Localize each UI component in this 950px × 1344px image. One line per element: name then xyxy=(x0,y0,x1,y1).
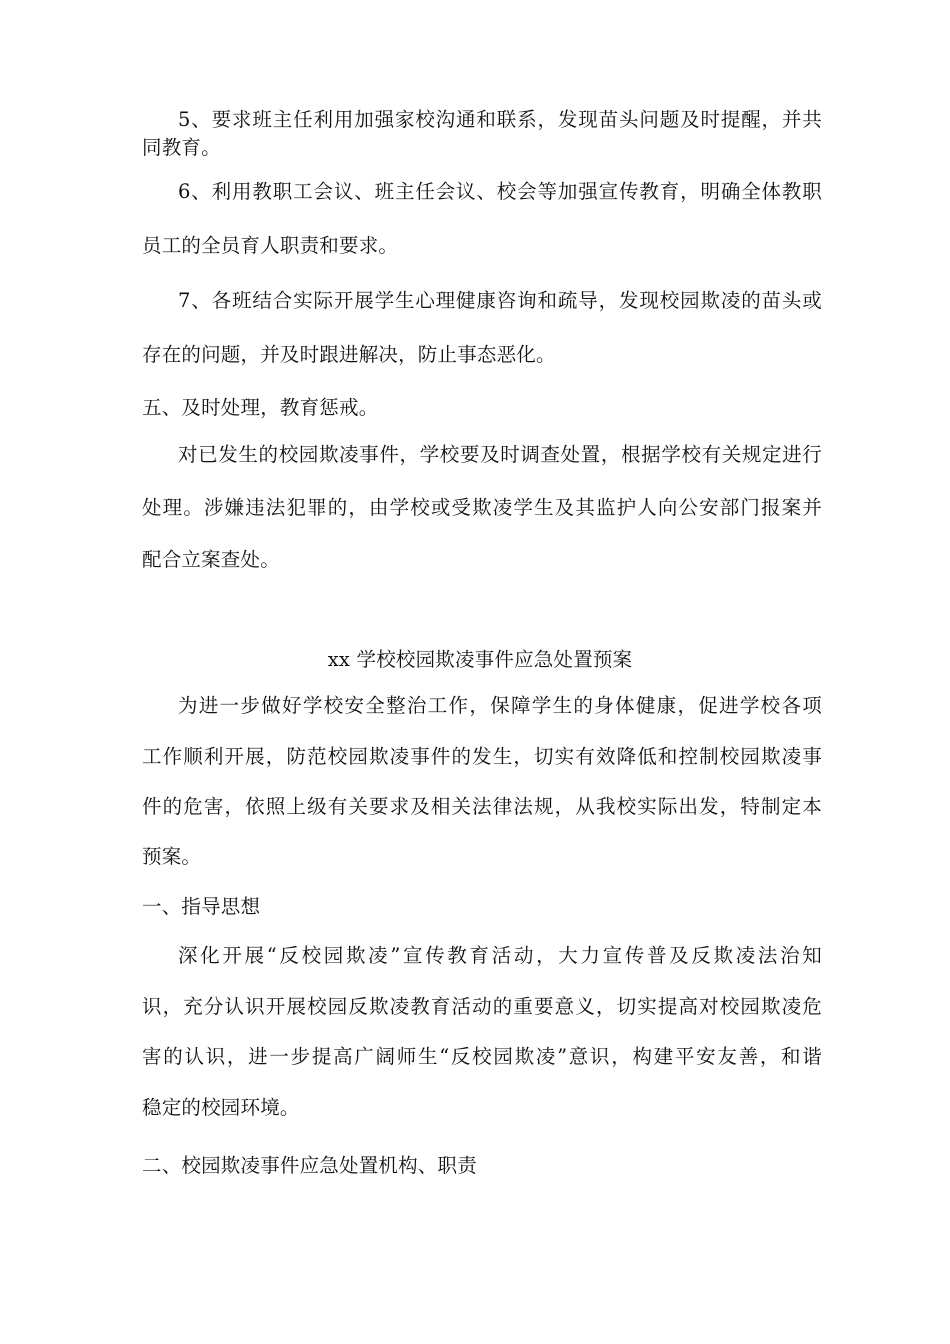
handling-para-line3: 配合立案查处。 xyxy=(142,548,280,571)
item6-line1: 6、利用教职工会议、班主任会议、校会等加强宣传教育，明确全体教职 xyxy=(178,180,822,203)
guide-line1: 深化开展“反校园欺凌”宣传教育活动，大力宣传普及反欺凌法治知 xyxy=(178,944,822,967)
handling-para-line2: 处理。涉嫌违法犯罪的，由学校或受欺凌学生及其监护人向公安部门报案并 xyxy=(142,496,822,519)
handling-para-line1: 对已发生的校园欺凌事件，学校要及时调查处置，根据学校有关规定进行 xyxy=(178,443,822,466)
item7-line1: 7、各班结合实际开展学生心理健康咨询和疏导，发现校园欺凌的苗头或 xyxy=(178,289,822,312)
section-heading-1: 一、指导思想 xyxy=(142,895,261,918)
item5-line1: 5、要求班主任利用加强家校沟通和联系，发现苗头问题及时提醒，并共 xyxy=(178,108,822,131)
section-heading-5: 五、及时处理，教育惩戒。 xyxy=(142,396,379,419)
item5-line2: 同教育。 xyxy=(142,136,221,159)
intro-line1: 为进一步做好学校安全整治工作，保障学生的身体健康，促进学校各项 xyxy=(178,694,822,717)
intro-line3: 件的危害，依照上级有关要求及相关法律法规，从我校实际出发，特制定本 xyxy=(142,795,822,818)
item7-line2: 存在的问题，并及时跟进解决，防止事态恶化。 xyxy=(142,343,556,366)
plan-title: xx 学校校园欺凌事件应急处置预案 xyxy=(327,648,633,671)
item6-line2: 员工的全员育人职责和要求。 xyxy=(142,234,399,257)
intro-line4: 预案。 xyxy=(142,845,202,868)
guide-line4: 稳定的校园环境。 xyxy=(142,1096,300,1119)
guide-line3: 害的认识，进一步提高广阔师生“反校园欺凌”意识，构建平安友善，和谐 xyxy=(142,1045,822,1068)
guide-line2: 识，充分认识开展校园反欺凌教育活动的重要意义，切实提高对校园欺凌危 xyxy=(142,995,822,1018)
intro-line2: 工作顺利开展，防范校园欺凌事件的发生，切实有效降低和控制校园欺凌事 xyxy=(142,745,822,768)
section-heading-2: 二、校园欺凌事件应急处置机构、职责 xyxy=(142,1154,477,1177)
